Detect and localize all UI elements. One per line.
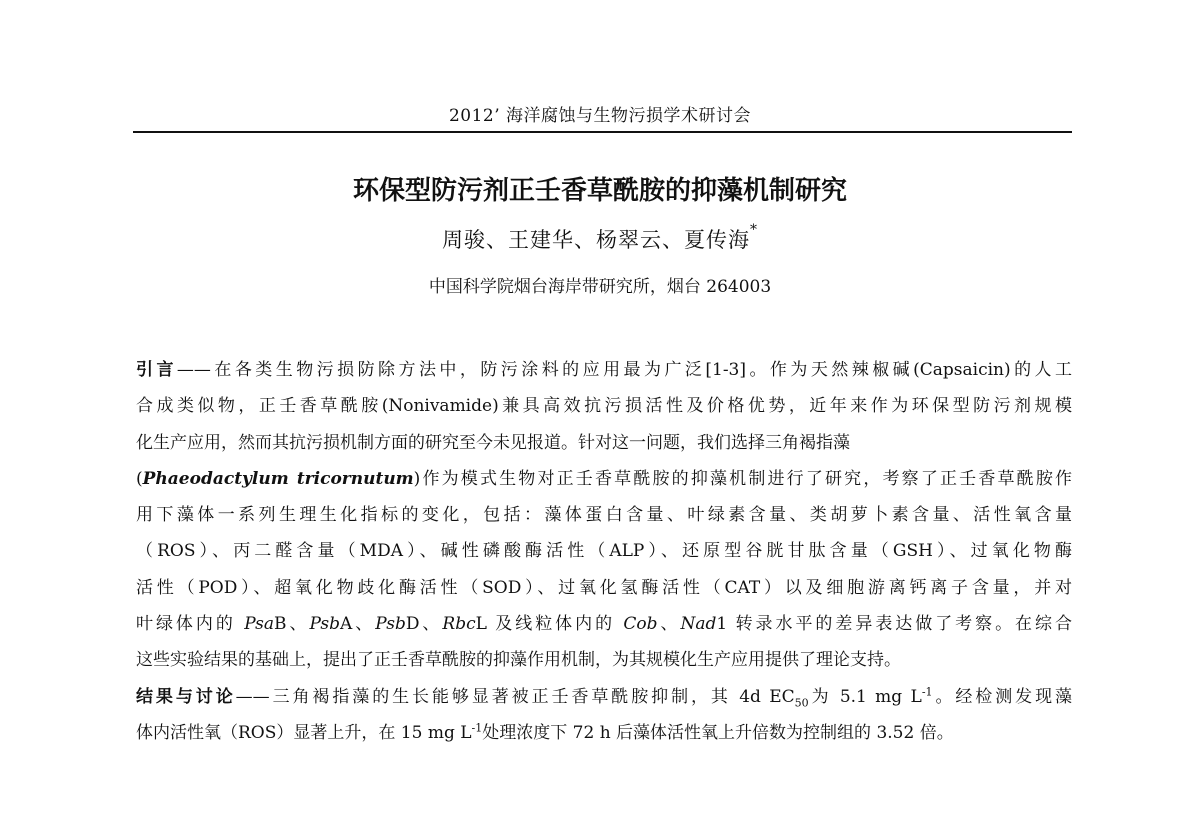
results-line-1: 结果与讨论——三角褐指藻的生长能够显著被正壬香草酰胺抑制，其 4d $EC_{50}$为 5.1 mg $L^{-1}$。经检测发现藻: [136, 685, 1072, 710]
corresponding-author-mark: *: [750, 222, 758, 238]
intro-line-5: 用下藻体一系列生理生化指标的变化，包括：藻体蛋白含量、叶绿素含量、类胡萝卜素含量、活性氧含量: [136, 505, 1072, 526]
intro-line-9: 这些实验结果的基础上，提出了正壬香草酰胺的抑藻作用机制，为其规模化生产应用提供了理论支持。: [136, 650, 901, 671]
species-name: Phaeodactylum tricornutum: [142, 468, 414, 489]
intro-line-1: 引言——在各类生物污损防除方法中，防污涂料的应用最为广泛[1-3]。作为天然辣椒碱(Capsaicin)的人工: [136, 360, 1072, 380]
intro-line-8: 叶绿体内的 PsaB、PsbA、PsbD、RbcL 及线粒体内的 Cob、Nad1 转录水平的差异表达做了考察。在综合: [136, 614, 1072, 635]
affiliation: 中国科学院烟台海岸带研究所，烟台 264003: [428, 277, 772, 297]
results-label: 结果与讨论: [136, 686, 236, 707]
gene-rbc: Rbc: [442, 614, 476, 635]
gene-nad: Nad: [680, 614, 717, 635]
gene-psb-d: Psb: [375, 614, 406, 635]
abstract-body: [136, 352, 1072, 751]
header-rule: [133, 131, 1072, 133]
intro-line-6: （ROS）、丙二醛含量（MDA）、碱性磷酸酶活性（ALP）、还原型谷胱甘肽含量（GSH）、过氧化物酶: [136, 541, 1072, 562]
conference-header: 2012’ 海洋腐蚀与生物污损学术研讨会: [448, 106, 752, 126]
intro-line-4: (Phaeodactylum tricornutum)作为模式生物对正壬香草酰胺的抑藻机制进行了研究，考察了正壬香草酰胺作: [136, 468, 1072, 489]
author-names: 周骏、王建华、杨翠云、夏传海: [442, 228, 750, 252]
results-line-2: 体内活性氧（ROS）显著上升，在 15 mg $L^{-1}$处理浓度下 72 h 后藻体活性氧上升倍数为控制组的 3.52 倍。: [136, 721, 954, 743]
intro-label: 引言: [136, 360, 177, 380]
intro-line-7: 活性（POD）、超氧化物歧化酶活性（SOD）、过氧化氢酶活性（CAT）以及细胞游离钙离子含量，并对: [136, 577, 1072, 598]
intro-line-3: 化生产应用，然而其抗污损机制方面的研究至今未见报道。针对这一问题，我们选择三角褐指藻: [136, 432, 850, 453]
author-list: [0, 224, 1200, 254]
paper-title: 环保型防污剂正壬香草酰胺的抑藻机制研究: [352, 176, 847, 206]
intro-line-2: 合成类似物，正壬香草酰胺(Nonivamide)兼具高效抗污损活性及价格优势，近年来作为环保型防污剂规模: [136, 396, 1072, 417]
gene-psb-a: Psb: [309, 614, 341, 635]
gene-cob: Cob: [623, 614, 658, 635]
gene-psa: Psa: [244, 614, 275, 635]
